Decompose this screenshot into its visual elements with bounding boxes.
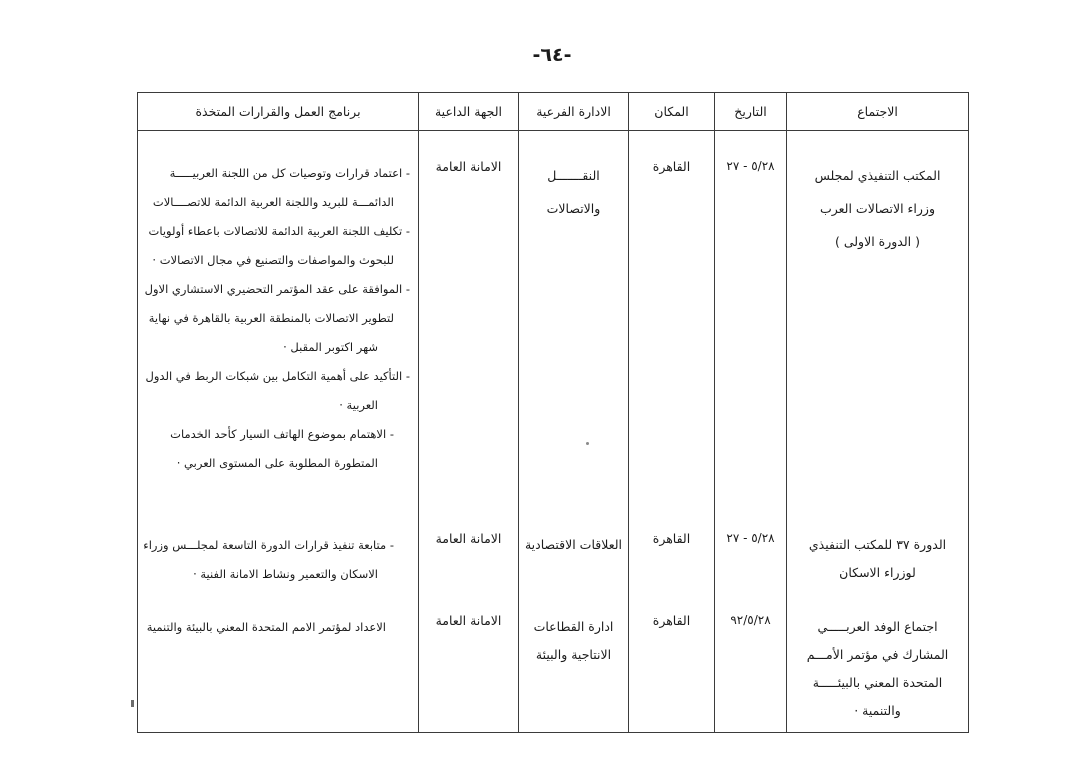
row3-meeting: اجتماع الوفد العربـــــي المشارك في مؤتمر الأمـــم المتحدة المعني بالبيئـــــة والتنمية · [806,619,949,718]
row1-program: - اعتماد قرارات وتوصيات كل من اللجنة العربيـــــة الدائمـــة للبريد واللجنة العربية الدائمة للاتصــــالات - تكليف اللجنة العربية الدائمة للاتصالات باعطاء أولويات للبحوث والمواصفات والتصنيع في مجال الاتصالات · - الموافقة على عقد المؤتمر التحضيري الاستشاري الاول لتطوير الاتصالات بالمنطقة العربية بالقاهرة في نهاية شهر اكتوبر المقبل · - التأكيد على أهمية التكامل بين شبكات الربط في الدول العربية · - الاهتمام بموضوع الهاتف السيار كأحد الخدمات المتطورة المطلوبة على المستوى العربي · [144,166,410,470]
scan-artifact-mark [131,700,134,707]
column-inviting-body [418,131,518,732]
row2-inviting-body: الامانة العامة [435,531,502,546]
meetings-table [137,92,969,733]
row1-date: ٥/٢٨ - ٢٧ [726,159,775,173]
header-location: المكان [628,93,714,131]
column-meeting [786,131,968,732]
row3-location: القاهرة [652,613,691,628]
row1-inviting-body: الامانة العامة [435,159,502,174]
row2-program: - متابعة تنفيذ قرارات الدورة التاسعة لمجلـــس وزراء الاسكان والتعمير ونشاط الامانة الفنية · [143,538,394,581]
header-inviting-body: الجهة الداعية [418,93,518,131]
row1-meeting: المكتب التنفيذي لمجلس وزراء الاتصالات العرب ( الدورة الاولى ) [814,168,941,249]
header-meeting: الاجتماع [786,93,968,131]
row3-date: ٩٢/٥/٢٨ [730,613,771,627]
row2-date: ٥/٢٨ - ٢٧ [726,531,775,545]
row3-program: الاعداد لمؤتمر الامم المتحدة المعني بالبيئة والتنمية [146,620,386,634]
column-sub-department [518,131,628,732]
header-date: التاريخ [714,93,786,131]
row1-location: القاهرة [652,159,691,174]
column-date [714,131,786,732]
row2-location: القاهرة [652,531,691,546]
row1-sub-department: النقـــــــل والاتصالات [546,168,601,216]
scan-artifact-dot [586,442,589,445]
header-program: برنامج العمل والقرارات المتخذة [138,93,418,131]
header-sub-department: الادارة الفرعية [518,93,628,131]
row3-inviting-body: الامانة العامة [435,613,502,628]
column-program [138,131,418,732]
row3-sub-department: ادارة القطاعات الانتاجية والبيئة [533,619,614,662]
page-number: -٦٤- [532,44,572,66]
column-location [628,131,714,732]
row2-sub-department: العلاقات الاقتصادية [524,537,623,552]
row2-meeting: الدورة ٣٧ للمكتب التنفيذي لوزراء الاسكان [808,537,947,580]
